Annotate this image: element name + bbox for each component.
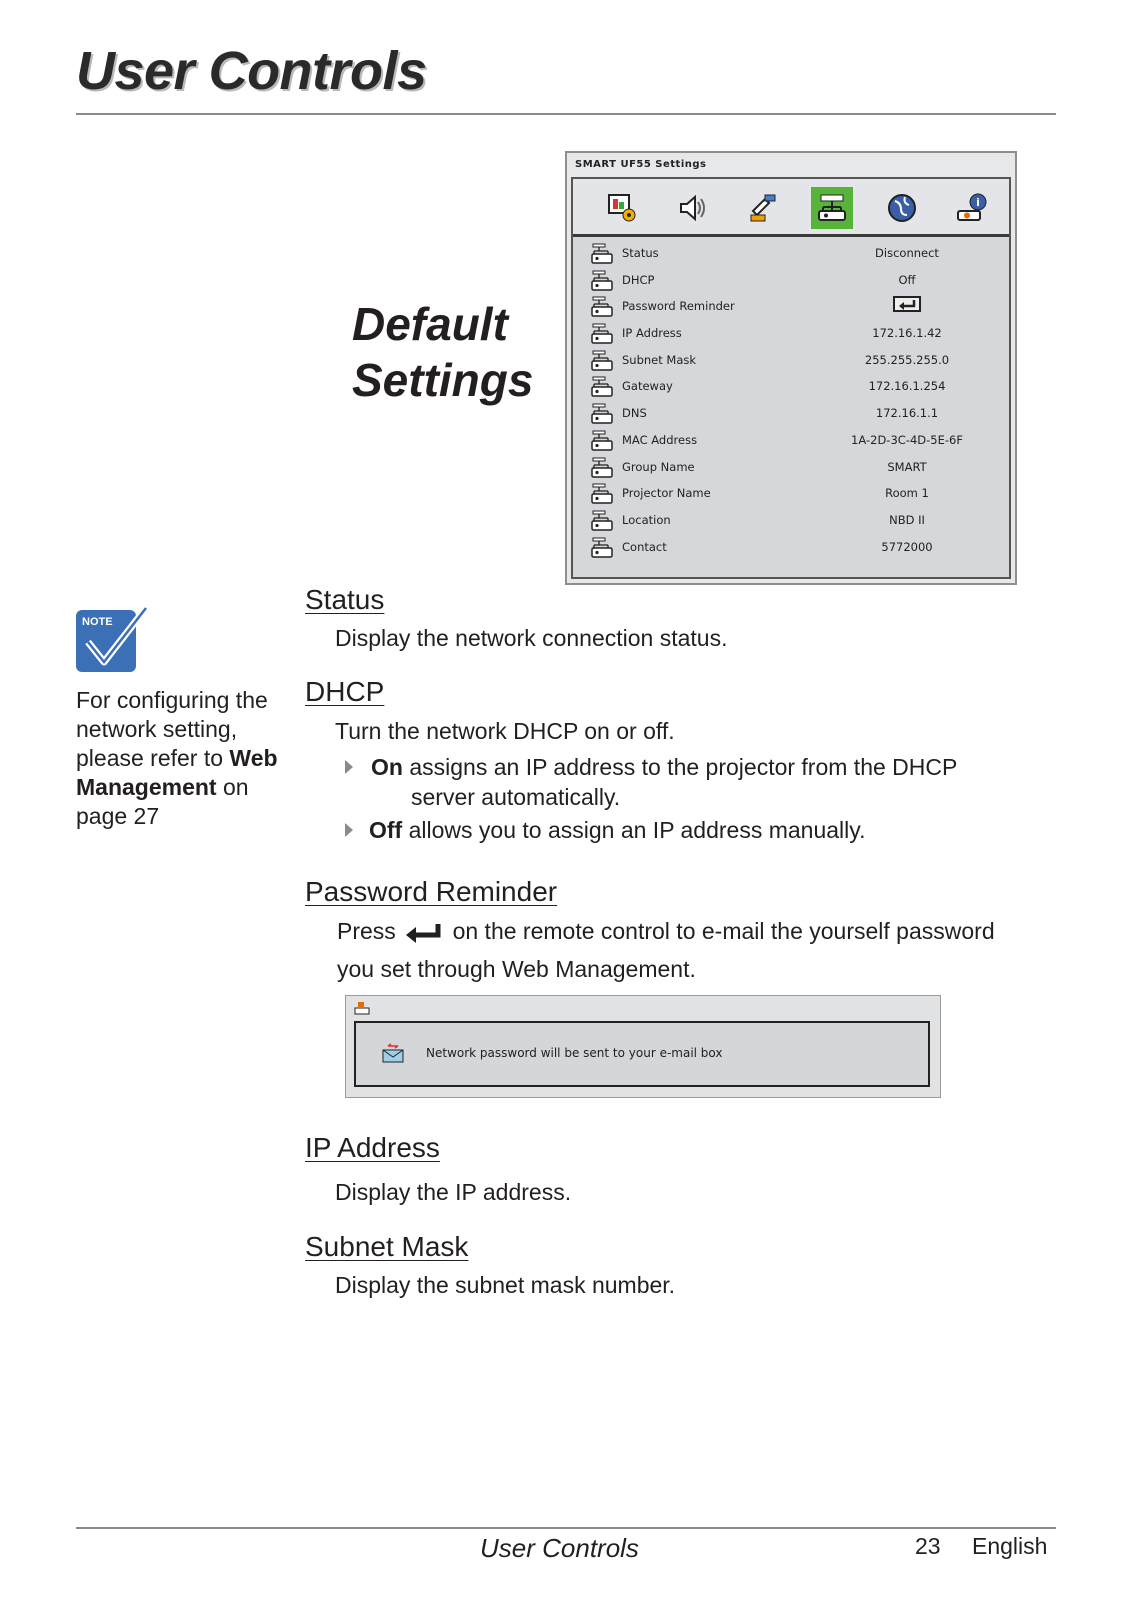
network-item-icon: [591, 350, 615, 372]
audio-icon: [671, 187, 713, 229]
osd-row-label: Group Name: [622, 459, 695, 474]
osd-row-value: 1A-2D-3C-4D-5E-6F: [851, 432, 963, 447]
osd-tab-bar: [573, 179, 1009, 237]
osd-row: [591, 481, 1001, 508]
enter-key-icon: [404, 922, 444, 944]
network-item-icon: [591, 483, 615, 505]
password-reminder-line-2: you set through Web Management.: [337, 956, 696, 982]
network-item-icon: [591, 457, 615, 479]
footer-section-title: User Controls: [480, 1533, 639, 1563]
osd-row: [591, 268, 1001, 295]
osd-row-label: Location: [622, 512, 671, 527]
osd-row-label: MAC Address: [622, 432, 698, 447]
note-badge-label: NOTE: [82, 616, 113, 628]
password-reminder-line-1: [337, 916, 995, 946]
dhcp-on-label: On: [371, 754, 403, 780]
section-title-line-1: Default: [352, 298, 508, 350]
osd-row-label: IP Address: [622, 326, 682, 341]
page-title: User Controls: [76, 41, 427, 101]
status-heading: Status: [305, 584, 385, 615]
osd-row-value: 172.16.1.254: [868, 379, 946, 394]
password-press-text: Press: [337, 918, 396, 944]
password-line-1-rest: on the remote control to e-mail the yourself password: [452, 918, 995, 944]
footer-divider: [76, 1527, 1056, 1529]
osd-row-value: 172.16.1.42: [872, 326, 942, 341]
osd-row-value: 172.16.1.1: [875, 406, 939, 421]
osd-row-label: Subnet Mask: [622, 352, 697, 367]
picture-icon: [601, 187, 643, 229]
osd-row-value: Off: [898, 272, 916, 287]
note-text-link: Web Management: [76, 745, 278, 800]
section-title: [352, 296, 533, 408]
mail-icon: [382, 1043, 404, 1063]
osd-row: [591, 294, 1001, 321]
note-text: [76, 686, 296, 831]
dhcp-off-text: allows you to assign an IP address manually.: [402, 817, 866, 843]
language-icon: [881, 187, 923, 229]
osd-title: SMART UF55 Settings: [575, 159, 707, 170]
network-icon: [811, 187, 853, 229]
dhcp-off-label: Off: [369, 817, 403, 843]
subnet-mask-heading: Subnet Mask: [305, 1231, 469, 1262]
network-item-icon: [591, 270, 615, 292]
dhcp-on-text-cont: server automatically.: [411, 784, 621, 810]
note-checkmark-icon: [76, 604, 150, 678]
osd-row-value: SMART: [887, 459, 927, 474]
status-description: Display the network connection status.: [335, 625, 728, 651]
network-item-icon: [591, 537, 615, 559]
network-item-icon: [591, 376, 615, 398]
osd-row-label: Gateway: [622, 379, 673, 394]
osd-row-label: DNS: [622, 406, 647, 421]
osd-row-value: 5772000: [881, 539, 933, 554]
info-icon: [951, 187, 993, 229]
network-item-icon: [591, 510, 615, 532]
note-text-post: on page 27: [76, 774, 249, 829]
section-title-line-2: Settings: [352, 354, 534, 406]
osd-row: [591, 535, 1001, 562]
network-item-icon: [591, 296, 615, 318]
projector-small-icon: [354, 1000, 372, 1018]
bullet-arrow-icon: [345, 823, 353, 837]
osd-row-label: Contact: [622, 539, 667, 554]
dhcp-description: Turn the network DHCP on or off.: [335, 718, 675, 744]
bullet-arrow-icon: [345, 760, 353, 774]
password-message-box: [354, 1021, 930, 1087]
network-item-icon: [591, 243, 615, 265]
osd-row-value: 255.255.255.0: [864, 352, 950, 367]
footer-language: English: [972, 1533, 1048, 1559]
osd-panel: [571, 177, 1011, 579]
osd-row: [591, 401, 1001, 428]
osd-row: [591, 428, 1001, 455]
header-divider: [76, 113, 1056, 115]
ip-address-description: Display the IP address.: [335, 1179, 572, 1205]
osd-row-value: NBD II: [889, 512, 925, 527]
dhcp-heading: DHCP: [305, 676, 385, 707]
osd-row: [591, 348, 1001, 375]
osd-settings-list: [591, 241, 1001, 561]
network-item-icon: [591, 403, 615, 425]
enter-key-icon: [849, 296, 965, 315]
osd-row-label: Password Reminder: [622, 299, 735, 314]
dhcp-on-text: assigns an IP address to the projector from the DHCP: [402, 754, 958, 780]
password-message-screenshot: [345, 995, 941, 1098]
osd-row: [591, 241, 1001, 268]
page-number: 23: [915, 1533, 941, 1559]
network-item-icon: [591, 430, 615, 452]
osd-row: [591, 321, 1001, 348]
setup-icon: [741, 187, 783, 229]
password-reminder-heading: Password Reminder: [305, 876, 558, 907]
svg-text:i: i: [976, 196, 980, 209]
osd-row-value: Disconnect: [875, 246, 939, 260]
subnet-mask-description: Display the subnet mask number.: [335, 1272, 676, 1298]
osd-row: [591, 455, 1001, 482]
osd-row: [591, 374, 1001, 401]
osd-row-label: DHCP: [622, 272, 655, 287]
note-text-pre: For configuring the network setting, please refer to: [76, 687, 268, 771]
osd-row: [591, 508, 1001, 535]
osd-row-value: Room 1: [885, 486, 929, 501]
osd-settings-screenshot: [565, 151, 1017, 585]
ip-address-heading: IP Address: [305, 1132, 440, 1163]
osd-row-label: Status: [622, 246, 659, 260]
password-message-text: Network password will be sent to your e-mail box: [426, 1046, 723, 1060]
osd-row-label: Projector Name: [622, 486, 711, 501]
network-item-icon: [591, 323, 615, 345]
